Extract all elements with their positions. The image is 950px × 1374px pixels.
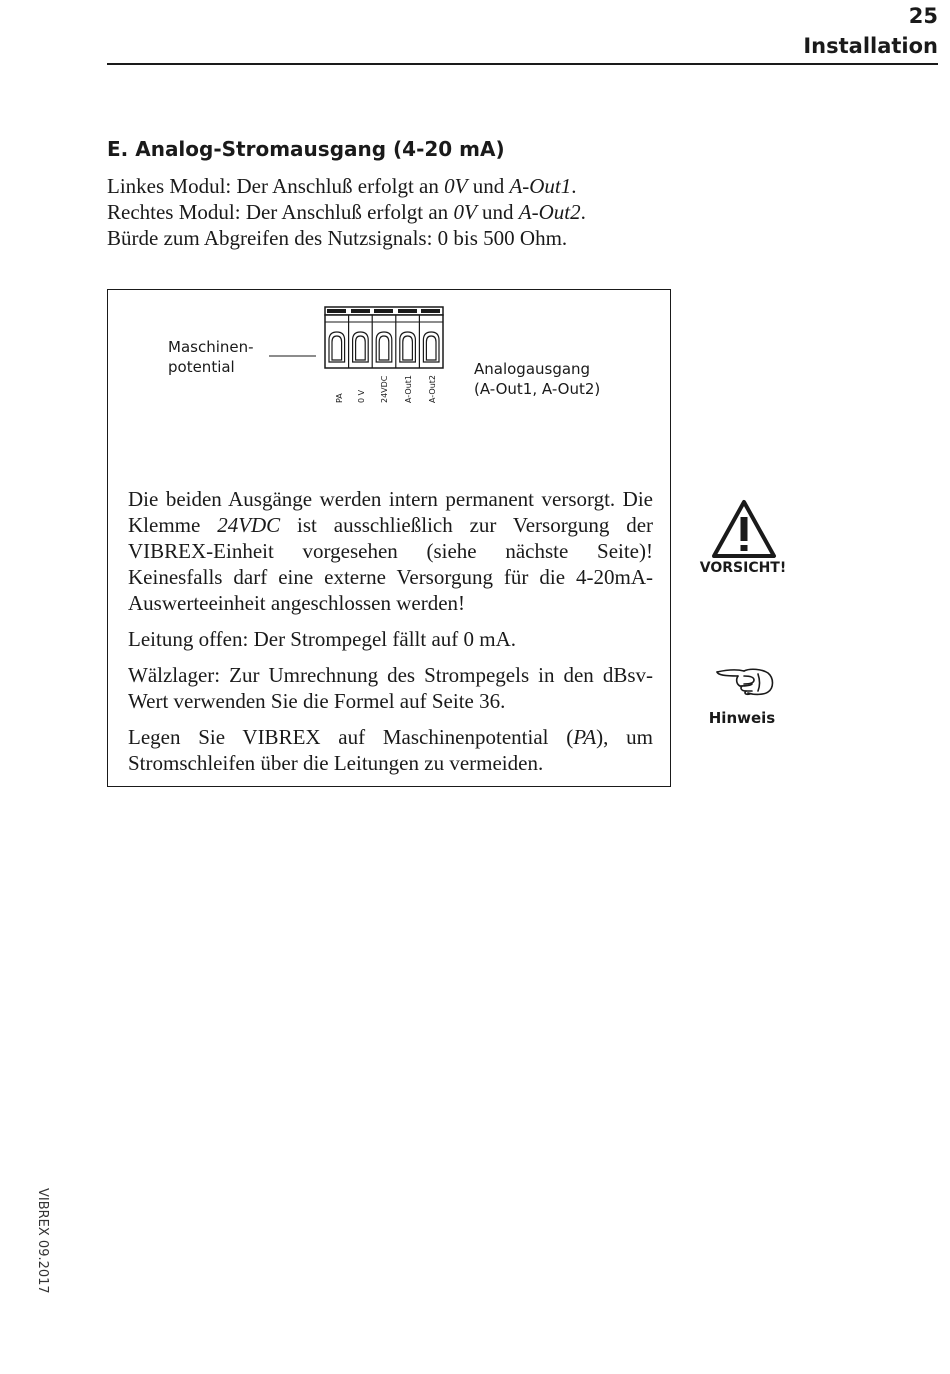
terminal-diagram [108, 290, 670, 420]
section-name: Installation [803, 34, 938, 58]
header-rule [107, 63, 938, 65]
section-heading: E. Analog-Stromausgang (4-20 mA) [107, 137, 505, 161]
diagram-label-machine-potential-2: potential [168, 358, 235, 376]
terminal-label-0v: 0 V [357, 389, 366, 403]
intro-line-left-module: Linkes Modul: Der Anschluß erfolgt an 0V und A-Out1. [107, 174, 577, 198]
warning-label: VORSICHT! [699, 560, 787, 576]
pointing-hand-icon [714, 664, 776, 698]
info-box [107, 289, 671, 787]
intro-line-burden: Bürde zum Abgreifen des Nutzsignals: 0 bis 500 Ohm. [107, 226, 568, 250]
paragraph-open-line: Leitung offen: Der Strompegel fällt auf 0 mA. [128, 627, 517, 651]
note-label: Hinweis [708, 709, 776, 727]
intro-line-right-module: Rechtes Modul: Der Anschluß erfolgt an 0V und A-Out2. [107, 200, 586, 224]
paragraph-bearing: Wälzlager: Zur Umrechnung des Strompegels in den dBsv-Wert verwenden Sie die Formel auf Seite 36. [128, 663, 653, 713]
page-number: 25 [908, 4, 938, 28]
terminal-label-a-out2: A-Out2 [428, 375, 437, 403]
paragraph-machine-potential: Legen Sie VIBREX auf Maschinenpotential (PA), um Stromschleifen über die Leitungen zu vermeiden. [128, 725, 653, 775]
terminal-block [325, 307, 443, 368]
terminal-label-a-out1: A-Out1 [404, 375, 413, 403]
terminal-label-24vdc: 24VDC [380, 375, 389, 403]
paragraph-supply: Die beiden Ausgänge werden intern permanent versorgt. Die Klemme 24VDC ist ausschließlich zur Versorgung der VIBREX-Einheit vorgesehen (siehe nächste Seite)! Keinesfalls darf eine externe Versorgung für die 4-20mA-Auswerteeinheit angeschlossen werden! [128, 487, 654, 615]
footer-doc-code: VIBREX 09.2017 [35, 1188, 50, 1294]
warning-triangle-icon [711, 499, 777, 559]
diagram-label-machine-potential-1: Maschinen- [168, 338, 254, 356]
intro-text [107, 173, 667, 251]
diagram-label-analog-output-1: Analogausgang [474, 360, 591, 378]
diagram-label-analog-output-2: (A-Out1, A-Out2) [474, 380, 601, 398]
box-body-text [128, 486, 653, 786]
terminal-label-pa: PA [335, 393, 344, 403]
